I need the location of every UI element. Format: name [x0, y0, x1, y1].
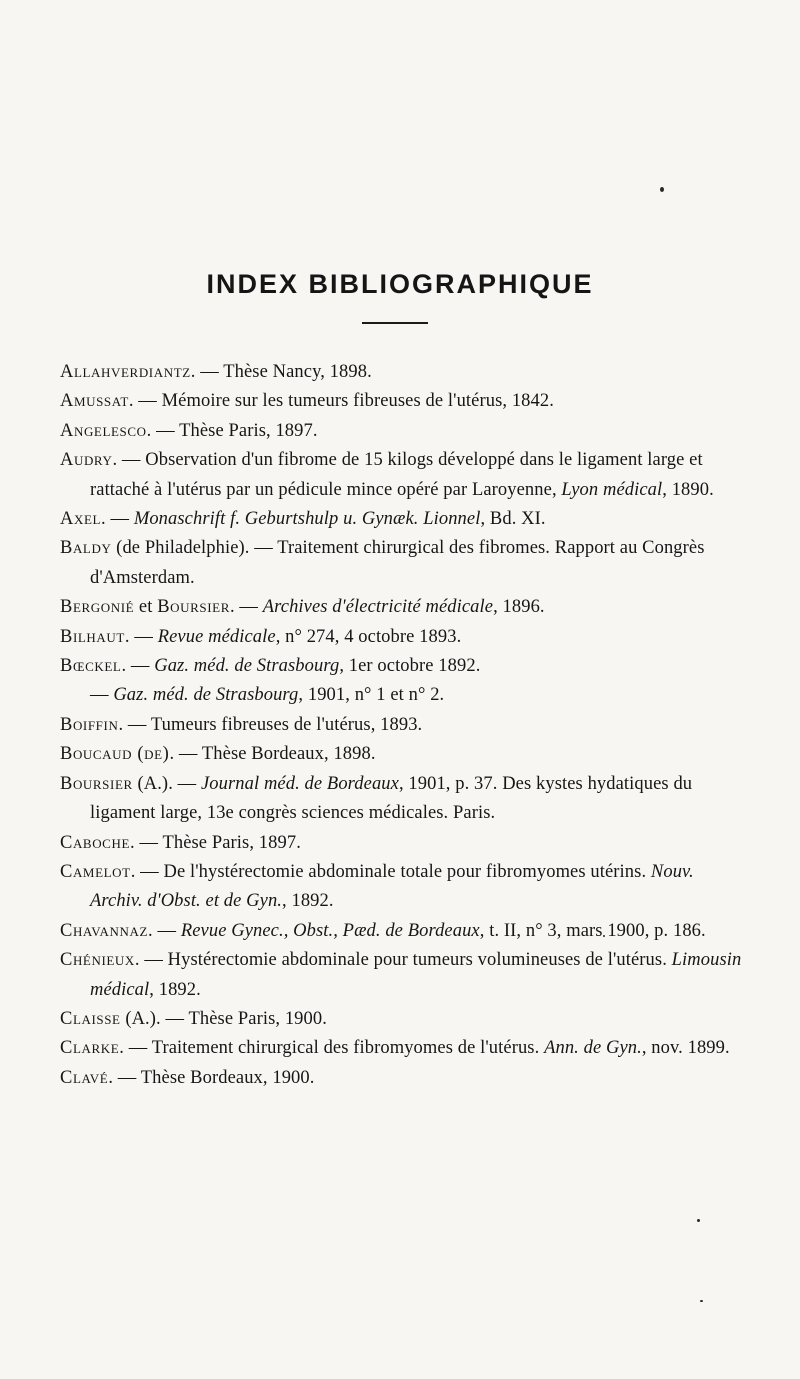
bibliography-entry: [60, 829, 750, 858]
entry-text: , 1901, n° 1 et n° 2.: [298, 685, 445, 706]
entry-author: Chavannaz: [60, 920, 149, 941]
entry-author: Bergonié: [60, 597, 135, 618]
entry-text: , 1896.: [493, 597, 545, 618]
entry-author: Camelot: [60, 861, 131, 882]
entry-text: , nov. 1899.: [641, 1038, 730, 1059]
entry-text: , 1890.: [662, 479, 714, 500]
bibliography-entry: [60, 505, 750, 534]
entry-citation-title: Gaz. méd. de Strasbourg: [154, 656, 340, 677]
bibliography-entry: [60, 652, 750, 681]
entry-text: . — Thèse Nancy, 1898.: [190, 362, 372, 382]
entry-author: Boucaud (de): [60, 744, 170, 765]
entry-citation-title: Revue médicale: [157, 626, 276, 647]
entry-author: Caboche: [60, 832, 130, 853]
bibliography-entry: [60, 1064, 750, 1093]
entry-author: Amussat: [60, 391, 129, 412]
bibliography-entry: [60, 1005, 750, 1034]
entry-citation-title: Nouv. Archiv. d'Obst. et de Gyn.: [90, 861, 694, 912]
page-title: INDEX BIBLIOGRAPHIQUE: [206, 269, 594, 300]
bibliography-entry: [60, 858, 750, 917]
entry-author: Axel: [60, 509, 102, 530]
entry-citation-title: Lyon médical: [561, 479, 663, 500]
entry-text: , Bd. XI.: [480, 509, 546, 530]
bibliography-entry: [60, 711, 750, 740]
bibliography-entry: [60, 387, 750, 416]
entry-text: (de Philadelphie). — Traitement chirurgical des fibromes. Rapport au Congrès d'Amsterdam.: [90, 538, 705, 588]
entry-text: . — De l'hystérectomie abdominale totale pour fibromyomes utérins.: [130, 861, 651, 882]
entry-text: , 1er octobre 1892.: [339, 656, 481, 677]
entry-author: Allahverdiantz: [60, 362, 191, 382]
speck-mark: [697, 1219, 700, 1222]
speck-mark: [700, 1300, 703, 1302]
entry-text: . —: [101, 509, 134, 530]
entry-author: Bilhaut: [60, 626, 125, 647]
entry-author: Bœckel: [60, 656, 122, 677]
bibliography-entry: [60, 917, 750, 946]
entry-text: , 1901, p. 37. Des kystes hydatiques du ligament large, 13e congrès sciences médicales. Paris.: [90, 773, 693, 824]
entry-text: . — Thèse Bordeaux, 1898.: [169, 744, 376, 765]
entry-author: Clavé: [60, 1067, 109, 1088]
entry-text: , n° 274, 4 octobre 1893.: [275, 626, 462, 647]
entry-text: . — Traitement chirurgical des fibromyomes de l'utérus.: [119, 1038, 545, 1059]
bibliography-entry: [60, 358, 750, 387]
entry-citation-title: Monaschrift f. Geburtshulp u. Gynæk. Lionnel: [133, 509, 481, 530]
entry-text: . —: [148, 920, 181, 941]
entry-author: Boiffin: [60, 714, 119, 735]
entry-coauthor: Boursier: [157, 597, 230, 618]
bibliography-entry: [60, 534, 750, 593]
bibliography-entry: [60, 681, 750, 710]
entry-text: . — Thèse Paris, 1897.: [146, 420, 318, 441]
entry-author: Baldy: [60, 538, 112, 559]
entry-citation-title: Ann. de Gyn.: [544, 1038, 642, 1059]
entry-text: . — Thèse Bordeaux, 1900.: [108, 1067, 315, 1088]
speck-mark: [660, 187, 664, 192]
entry-author: Clarke: [60, 1038, 120, 1059]
entry-text: —: [90, 685, 114, 706]
entry-text: . — Tumeurs fibreuses de l'utérus, 1893.: [118, 714, 423, 735]
entry-text: . — Mémoire sur les tumeurs fibreuses de l'utérus, 1842.: [128, 391, 554, 412]
entry-citation-title: Revue Gynec., Obst., Pæd. de Bordeaux: [180, 920, 480, 941]
entry-text: , 1892.: [149, 979, 201, 1000]
entry-text: (A.). — Thèse Paris, 1900.: [120, 1008, 327, 1029]
bibliography-list: [60, 358, 750, 1093]
bibliography-entry: [60, 1034, 750, 1063]
entry-author: Audry: [60, 450, 113, 471]
bibliography-entry: [60, 623, 750, 652]
entry-text: , t. II, n° 3, mars 1900, p. 186.: [479, 920, 706, 941]
entry-author: Chénieux: [60, 950, 135, 971]
entry-author: Angelesco: [60, 420, 147, 441]
entry-text: . — Hystérectomie abdominale pour tumeurs volumineuses de l'utérus.: [134, 950, 672, 971]
entry-citation-title: Limousin médical: [90, 950, 742, 1000]
title-divider: [362, 322, 428, 324]
entry-text: . — Observation d'un fibrome de 15 kilogs développé dans le ligament large et rattaché à l'utérus par un pédicule mince opéré par Laroyenne,: [90, 450, 703, 500]
entry-text: . —: [229, 597, 263, 618]
bibliography-entry: [60, 593, 750, 622]
bibliography-entry: [60, 946, 750, 1005]
entry-text: . —: [121, 656, 155, 677]
entry-text: . — Thèse Paris, 1897.: [130, 832, 301, 853]
bibliography-entry: [60, 446, 750, 505]
entry-citation-title: Journal méd. de Bordeaux: [200, 773, 399, 794]
entry-text: . —: [124, 626, 158, 647]
entry-citation-title: Gaz. méd. de Strasbourg: [113, 685, 299, 706]
bibliography-entry: [60, 770, 750, 829]
entry-text: , 1892.: [282, 891, 334, 912]
entry-text: (A.). —: [132, 773, 201, 794]
entry-citation-title: Archives d'électricité médicale: [262, 597, 494, 618]
bibliography-entry: [60, 740, 750, 769]
entry-author: Boursier: [60, 773, 133, 794]
bibliography-entry: [60, 417, 750, 446]
entry-text: et: [134, 597, 158, 618]
entry-author: Claisse: [60, 1008, 121, 1029]
